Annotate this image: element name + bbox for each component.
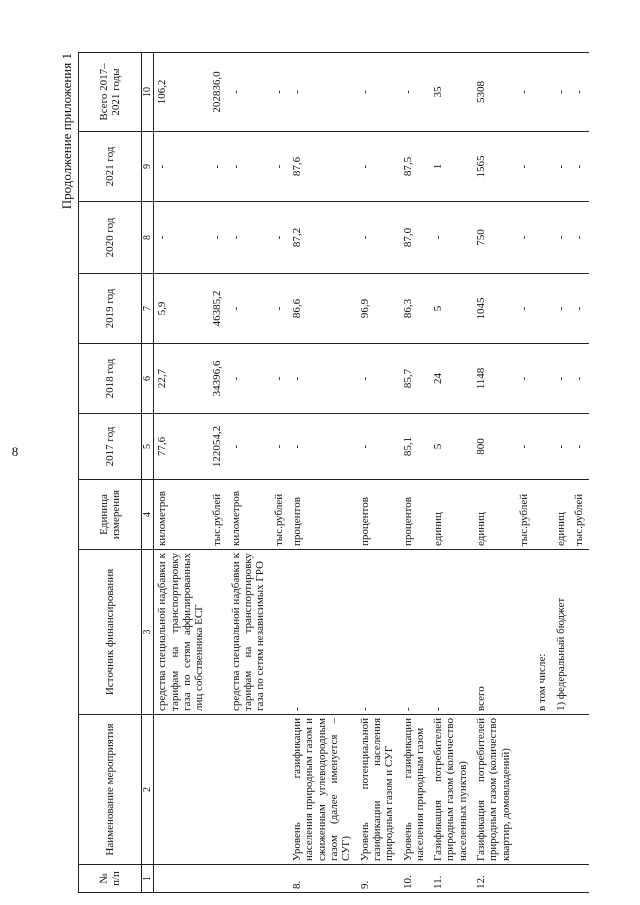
value-2018: -: [228, 344, 271, 414]
header-cell: 2020 год: [79, 202, 142, 274]
value-2018: 85,7: [400, 344, 431, 414]
value-2019: -: [516, 274, 534, 344]
row-number: [209, 865, 227, 893]
funding-source: 1) федеральный бюджет: [553, 550, 571, 715]
value-2021: -: [516, 132, 534, 202]
funding-source: [271, 550, 289, 715]
table-row: [271, 53, 289, 893]
value-2019: -: [228, 274, 271, 344]
value-2021: -: [154, 132, 210, 202]
value-2021: 87,5: [400, 132, 431, 202]
value-2021: -: [228, 132, 271, 202]
table-row: [154, 53, 210, 893]
value-total: -: [357, 53, 400, 132]
funding-source: средства специальной надбавки к тарифам на транспортировку газа по сетям независимых ГРО: [228, 550, 271, 715]
header-row: [79, 53, 142, 893]
value-total: -: [289, 53, 357, 132]
value-2018: 24: [430, 344, 473, 414]
value-total: -: [571, 53, 589, 132]
row-number: [571, 865, 589, 893]
value-2019: -: [553, 274, 571, 344]
header-cell: Наименование мероприятия: [79, 715, 142, 865]
table-row: [430, 53, 473, 893]
value-2020: 750: [473, 202, 516, 274]
value-2020: 87,0: [400, 202, 431, 274]
value-2019: 96,9: [357, 274, 400, 344]
column-number: 2: [142, 715, 154, 865]
value-2019: [534, 274, 552, 344]
header-cell: Единица измерения: [79, 480, 142, 550]
table-body: [154, 53, 590, 893]
value-2020: -: [228, 202, 271, 274]
value-total: -: [516, 53, 534, 132]
unit-of-measure: процентов: [357, 480, 400, 550]
table-row: [473, 53, 516, 893]
value-2017: -: [271, 414, 289, 480]
header-cell: Источник финансирования: [79, 550, 142, 715]
value-total: 202836,0: [209, 53, 227, 132]
column-number-row: [142, 53, 154, 893]
unit-of-measure: единиц: [430, 480, 473, 550]
column-number: 1: [142, 865, 154, 893]
measure-name: Уровень газификации населения природным газом: [400, 715, 431, 865]
value-2020: -: [271, 202, 289, 274]
value-total: 35: [430, 53, 473, 132]
funding-source: -: [430, 550, 473, 715]
value-2021: -: [553, 132, 571, 202]
funding-source: -: [400, 550, 431, 715]
value-2018: -: [553, 344, 571, 414]
row-number: [553, 865, 571, 893]
column-number: 8: [142, 202, 154, 274]
header-cell: № п/п: [79, 865, 142, 893]
row-number: [228, 865, 271, 893]
column-number: 6: [142, 344, 154, 414]
funding-source: -: [357, 550, 400, 715]
value-2020: -: [209, 202, 227, 274]
header-cell: 2021 год: [79, 132, 142, 202]
measure-name: Газификация потребителей природным газом (количество квартир, домовладений): [473, 715, 516, 865]
value-2020: [534, 202, 552, 274]
data-table: [78, 52, 589, 893]
measure-name: [228, 715, 271, 865]
value-2021: -: [571, 132, 589, 202]
value-total: -: [553, 53, 571, 132]
column-number: 9: [142, 132, 154, 202]
table-row: [209, 53, 227, 893]
row-number: 12.: [473, 865, 516, 893]
column-number: 3: [142, 550, 154, 715]
value-2021: 87,6: [289, 132, 357, 202]
measure-name: Уровень газификации населения природным газом и сжиженным углеводородным газом (далее именуется – СУГ): [289, 715, 357, 865]
value-2018: 1148: [473, 344, 516, 414]
funding-source: [571, 550, 589, 715]
unit-of-measure: километров: [154, 480, 210, 550]
header-cell: 2017 год: [79, 414, 142, 480]
unit-of-measure: единиц: [553, 480, 571, 550]
table-row: [228, 53, 271, 893]
table-row: [516, 53, 534, 893]
row-number: [271, 865, 289, 893]
value-2018: -: [357, 344, 400, 414]
unit-of-measure: тыс.рублей: [571, 480, 589, 550]
value-2018: -: [289, 344, 357, 414]
measure-name: [209, 715, 227, 865]
value-total: -: [228, 53, 271, 132]
table-row: [357, 53, 400, 893]
row-number: [516, 865, 534, 893]
table-row: [289, 53, 357, 893]
value-2017: -: [571, 414, 589, 480]
value-total: -: [400, 53, 431, 132]
header-cell: Всего 2017–2021 годы: [79, 53, 142, 132]
unit-of-measure: километров: [228, 480, 271, 550]
measure-name: [516, 715, 534, 865]
value-2020: -: [516, 202, 534, 274]
row-number: 8.: [289, 865, 357, 893]
row-number: [534, 865, 552, 893]
unit-of-measure: процентов: [289, 480, 357, 550]
measure-name: Уровень потенциальной газификации населения природным газом и СУГ: [357, 715, 400, 865]
value-2019: 5: [430, 274, 473, 344]
value-2021: -: [209, 132, 227, 202]
value-2021: 1: [430, 132, 473, 202]
table-row: [400, 53, 431, 893]
funding-source: [209, 550, 227, 715]
value-total: -: [271, 53, 289, 132]
funding-source: всего: [473, 550, 516, 715]
value-2021: -: [357, 132, 400, 202]
unit-of-measure: процентов: [400, 480, 431, 550]
unit-of-measure: единиц: [473, 480, 516, 550]
unit-of-measure: [534, 480, 552, 550]
value-total: 5308: [473, 53, 516, 132]
measure-name: [553, 715, 571, 865]
value-2017: [534, 414, 552, 480]
value-2021: -: [271, 132, 289, 202]
value-2018: -: [571, 344, 589, 414]
unit-of-measure: тыс.рублей: [209, 480, 227, 550]
measure-name: [271, 715, 289, 865]
unit-of-measure: тыс.рублей: [271, 480, 289, 550]
header-cell: 2018 год: [79, 344, 142, 414]
value-2020: -: [357, 202, 400, 274]
value-2017: 77,6: [154, 414, 210, 480]
column-number: 10: [142, 53, 154, 132]
row-number: 9.: [357, 865, 400, 893]
value-2017: -: [228, 414, 271, 480]
value-2020: -: [553, 202, 571, 274]
value-2020: -: [154, 202, 210, 274]
column-number: 4: [142, 480, 154, 550]
value-2019: 86,6: [289, 274, 357, 344]
value-total: [534, 53, 552, 132]
value-2017: 5: [430, 414, 473, 480]
value-2019: -: [571, 274, 589, 344]
row-number: [154, 865, 210, 893]
table-row: [571, 53, 589, 893]
value-total: 106,2: [154, 53, 210, 132]
value-2021: [534, 132, 552, 202]
rotated-table-page: [60, 53, 590, 893]
funding-source: в том числе:: [534, 550, 552, 715]
value-2018: [534, 344, 552, 414]
value-2018: 34396,6: [209, 344, 227, 414]
value-2017: 85,1: [400, 414, 431, 480]
value-2020: -: [571, 202, 589, 274]
header-cell: 2019 год: [79, 274, 142, 344]
value-2017: -: [553, 414, 571, 480]
page-number: 8: [11, 444, 19, 459]
funding-source: -: [289, 550, 357, 715]
unit-of-measure: тыс.рублей: [516, 480, 534, 550]
value-2017: -: [357, 414, 400, 480]
row-number: 11.: [430, 865, 473, 893]
value-2019: 1045: [473, 274, 516, 344]
measure-name: [534, 715, 552, 865]
value-2017: -: [516, 414, 534, 480]
value-2018: 22,7: [154, 344, 210, 414]
value-2017: 122054,2: [209, 414, 227, 480]
funding-source: средства специальной надбавки к тарифам на транспортировку газа по сетям аффилированных лиц собственника ЕСГ: [154, 550, 210, 715]
value-2020: -: [430, 202, 473, 274]
value-2017: 800: [473, 414, 516, 480]
row-number: 10.: [400, 865, 431, 893]
value-2017: -: [289, 414, 357, 480]
measure-name: Газификация потребителей природным газом (количество населенных пунктов): [430, 715, 473, 865]
continuation-label: Продолжение приложения 1: [59, 53, 74, 210]
value-2019: 86,3: [400, 274, 431, 344]
measure-name: [154, 715, 210, 865]
value-2019: 46385,2: [209, 274, 227, 344]
value-2018: -: [271, 344, 289, 414]
value-2018: -: [516, 344, 534, 414]
funding-source: [516, 550, 534, 715]
table-row: [534, 53, 552, 893]
value-2019: 5,9: [154, 274, 210, 344]
table-row: [553, 53, 571, 893]
value-2021: 1565: [473, 132, 516, 202]
column-number: 7: [142, 274, 154, 344]
column-number: 5: [142, 414, 154, 480]
value-2020: 87,2: [289, 202, 357, 274]
measure-name: [571, 715, 589, 865]
value-2019: -: [271, 274, 289, 344]
